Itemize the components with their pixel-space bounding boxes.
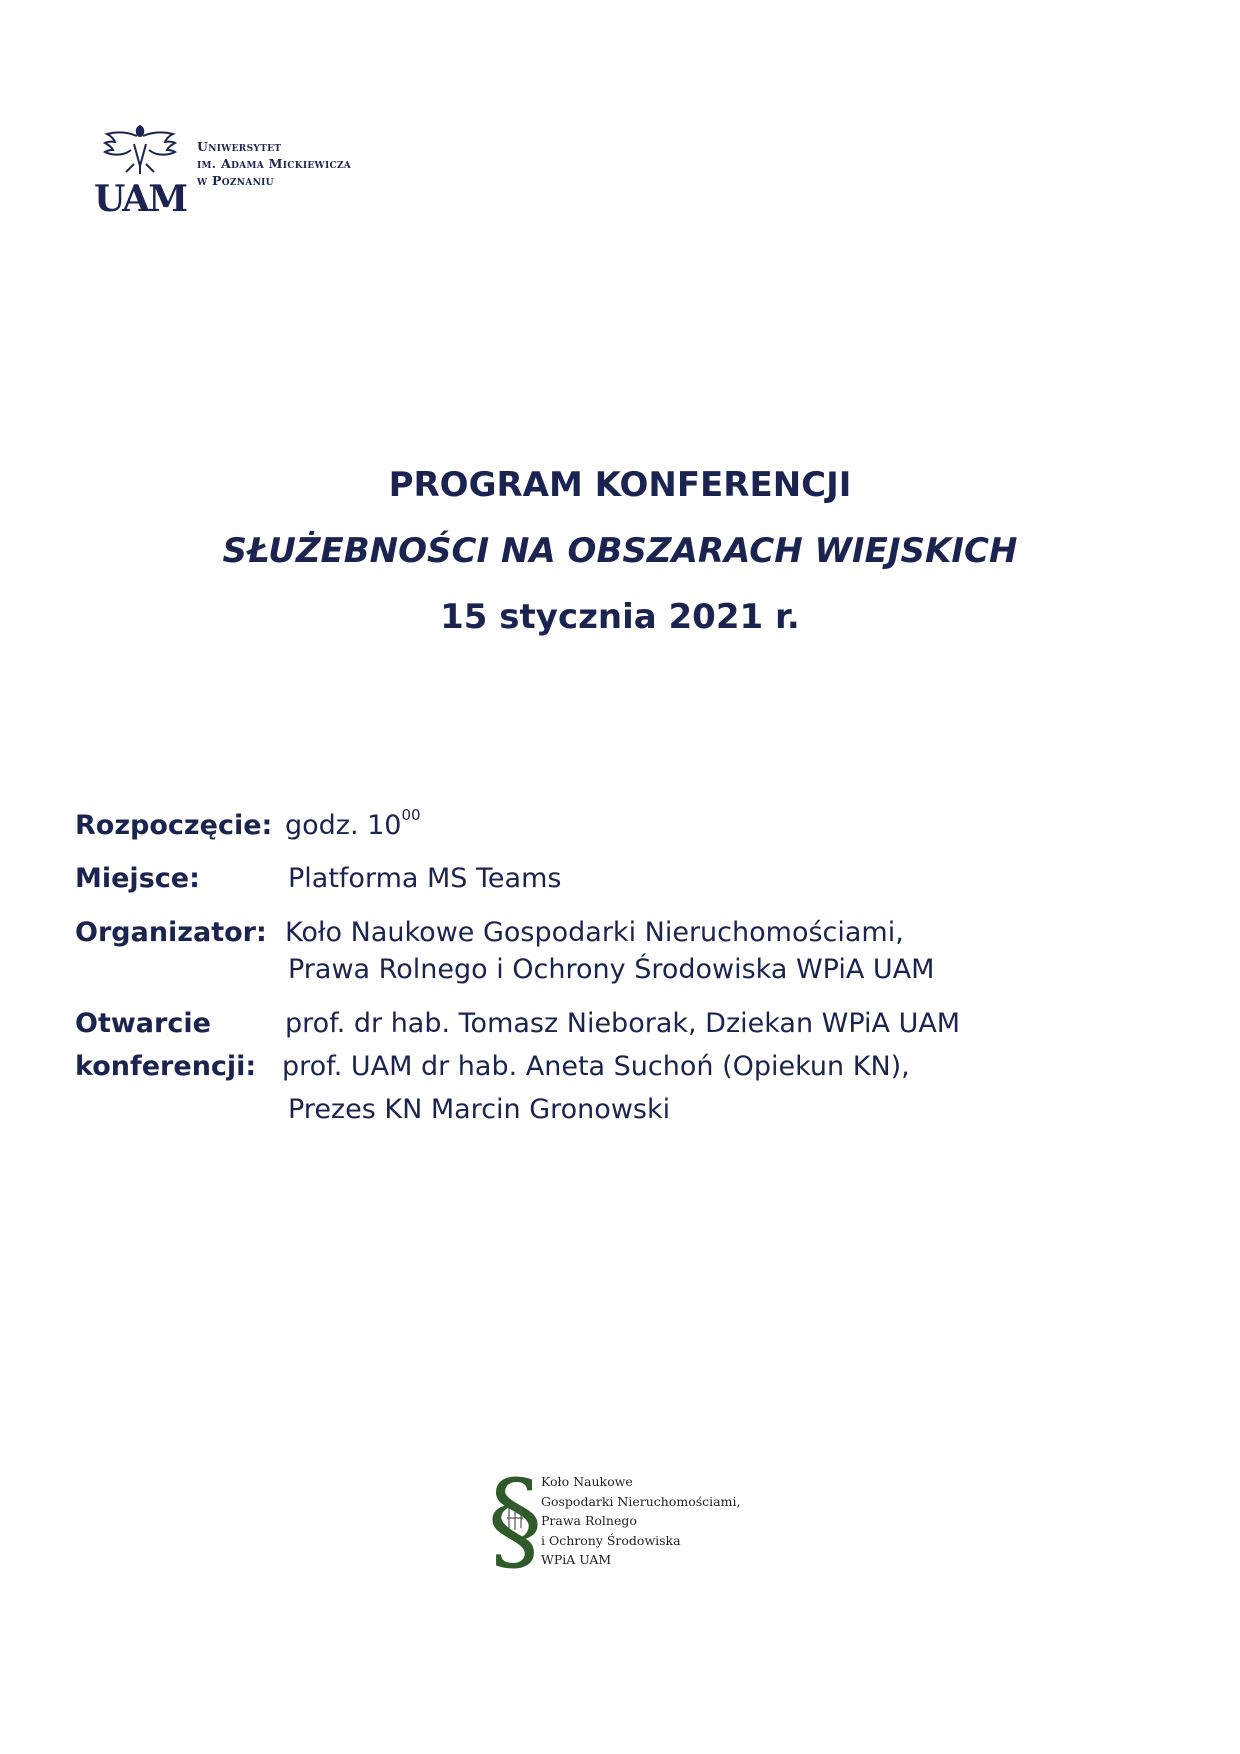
start-value [285, 806, 421, 841]
title-line-date: 15 stycznia 2021 r. [440, 597, 800, 637]
svg-text:§: § [487, 1462, 543, 1574]
club-name-line: WPiA UAM [541, 1552, 612, 1567]
title-line-program: PROGRAM KONFERENCJI [388, 465, 852, 505]
uam-monogram: UAM [94, 178, 187, 220]
opening-speaker: Prezes KN Marcin Gronowski [288, 1094, 671, 1125]
university-name [197, 138, 351, 189]
club-name-line: i Ochrony Środowiska [541, 1532, 681, 1548]
opening-label: konferencji: [75, 1051, 257, 1082]
start-time-minutes: 00 [401, 806, 421, 824]
title-line-topic: SŁUŻEBNOŚCI NA OBSZARACH WIEJSKICH [222, 531, 1018, 571]
opening-speaker: prof. dr hab. Tomasz Nieborak, Dziekan WPiA UAM [285, 1008, 961, 1039]
opening-speaker: prof. UAM dr hab. Aneta Suchoń (Opiekun KN), [282, 1051, 910, 1082]
place-label: Miejsce: [75, 863, 200, 894]
club-name-line: Prawa Rolnego [541, 1513, 637, 1528]
student-club-name [541, 1472, 740, 1570]
university-name-line: Uniwersytet [197, 139, 282, 154]
organizer-label: Organizator: [75, 917, 267, 948]
club-name-line: Koło Naukowe [541, 1474, 633, 1489]
place-value: Platforma MS Teams [288, 863, 562, 894]
opening-label: Otwarcie [75, 1008, 211, 1039]
conference-title [0, 452, 1240, 650]
start-time: godz. 10 [285, 810, 402, 841]
university-name-line: w Poznaniu [197, 173, 274, 188]
organizer-line: Prawa Rolnego i Ochrony Środowiska WPiA UAM [288, 954, 935, 985]
organizer-line: Koło Naukowe Gospodarki Nieruchomościami, [285, 917, 904, 948]
paragraph-sign-logo-icon [487, 1462, 543, 1574]
university-name-line: im. Adama Mickiewicza [197, 156, 352, 171]
start-label: Rozpoczęcie: [75, 810, 273, 841]
club-name-line: Gospodarki Nieruchomościami, [541, 1493, 741, 1509]
